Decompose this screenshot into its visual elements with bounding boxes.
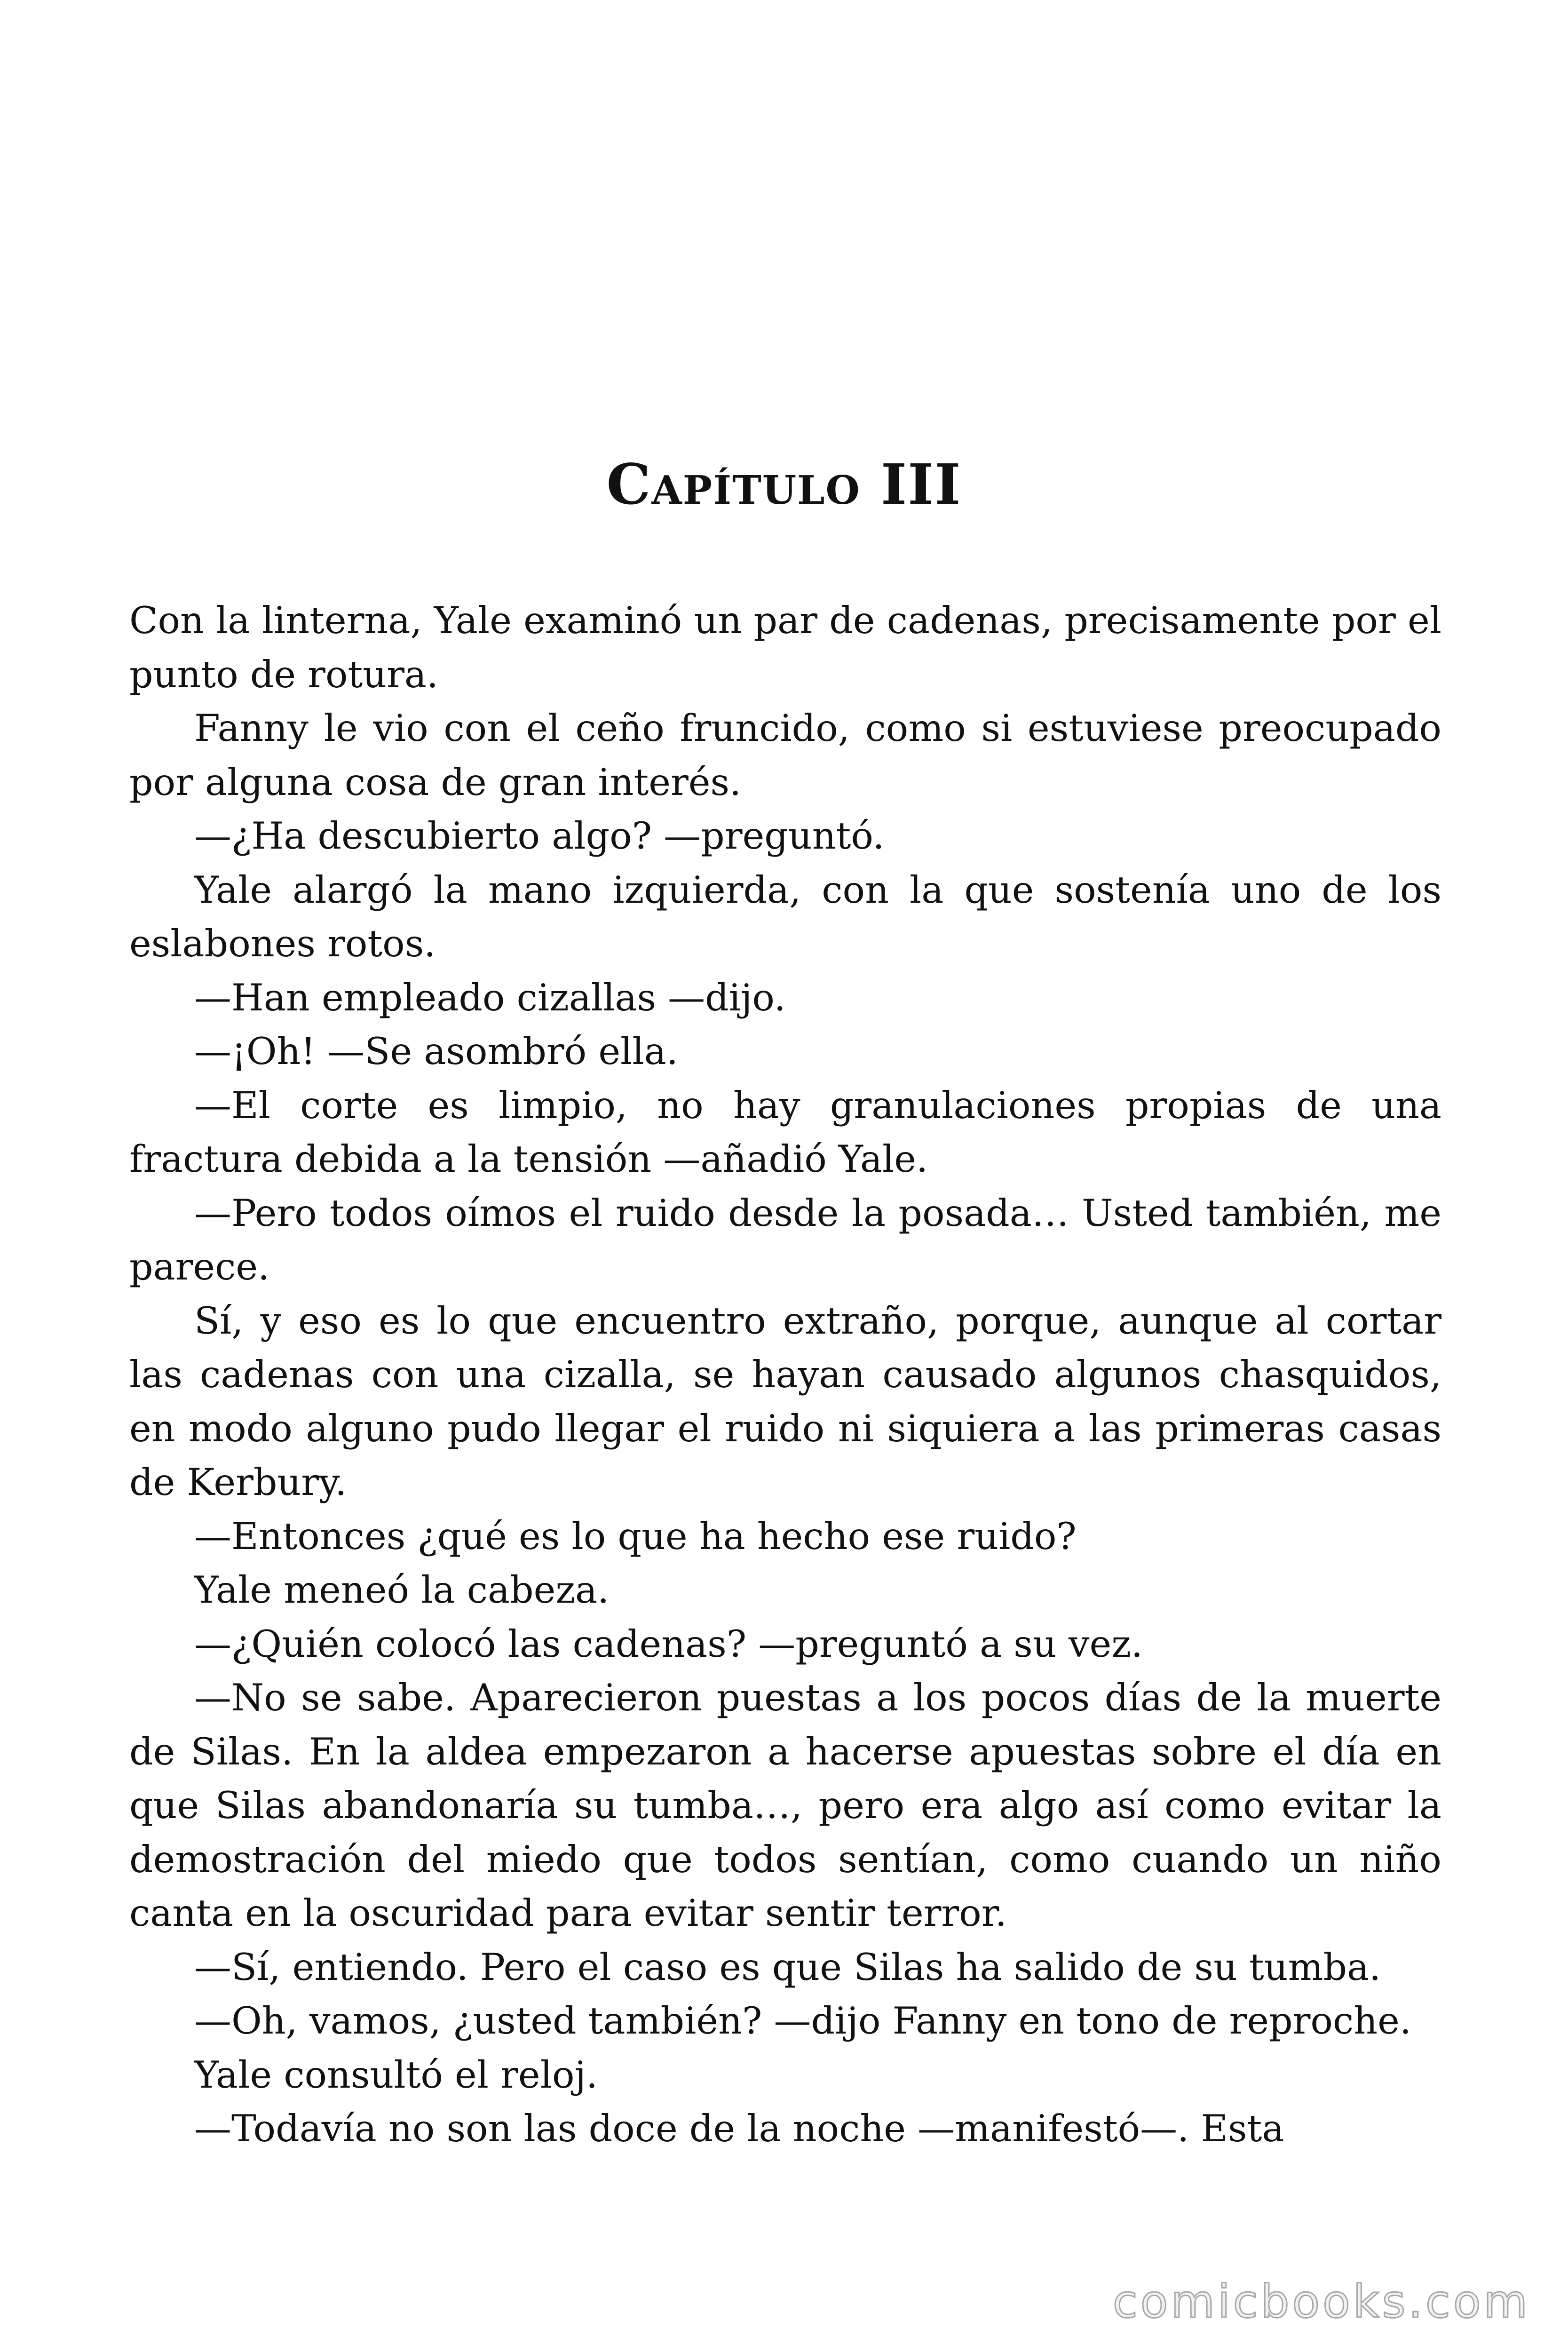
paragraph: —¿Ha descubierto algo? —preguntó.: [194, 814, 885, 858]
paragraph: Sí, y eso es lo que encuentro extraño, porque, aunque al cortar las cadenas con una cizalla, se hayan causado algunos chasquidos, en modo alguno pudo llegar el ruido ni siquiera a las primeras casas de Kerbury.: [129, 1299, 1441, 1504]
watermark: comicbooks.com: [1112, 2275, 1530, 2328]
paragraph: —Sí, entiendo. Pero el caso es que Silas ha salido de su tumba.: [194, 1945, 1381, 1989]
paragraph: —Entonces ¿qué es lo que ha hecho ese ruido?: [194, 1514, 1077, 1558]
paragraph: —¿Quién colocó las cadenas? —preguntó a su vez.: [194, 1622, 1143, 1666]
paragraph: Yale consultó el reloj.: [194, 2053, 598, 2097]
paragraph: —No se sabe. Aparecieron puestas a los pocos días de la muerte de Silas. En la aldea empezaron a hacerse apuestas sobre el día en que Silas abandonaría su tumba…, pero era algo así como evitar la demostración del miedo que todos sentían, como cuando un niño canta en la oscuridad para evitar sentir terror.: [129, 1676, 1441, 1935]
paragraph: Con la linterna, Yale examinó un par de cadenas, precisamente por el punto de rotura.: [129, 599, 1441, 696]
paragraph: —El corte es limpio, no hay granulaciones propias de una fractura debida a la tensión —añadió Yale.: [129, 1083, 1441, 1181]
paragraph: —Todavía no son las doce de la noche —manifestó—. Esta: [194, 2107, 1284, 2150]
paragraph: —Pero todos oímos el ruido desde la posada… Usted también, me parece.: [129, 1191, 1441, 1288]
paragraph: Fanny le vio con el ceño fruncido, como si estuviese preocupado por alguna cosa de gran interés.: [129, 707, 1441, 804]
paragraph: Yale alargó la mano izquierda, con la que sostenía uno de los eslabones rotos.: [129, 868, 1441, 965]
paragraph: —Han empleado cizallas —dijo.: [194, 976, 786, 1019]
paragraph: —Oh, vamos, ¿usted también? —dijo Fanny en tono de reproche.: [194, 1999, 1411, 2042]
paragraph: Yale meneó la cabeza.: [194, 1568, 610, 1612]
chapter-title: Capítulo III: [606, 452, 962, 517]
chapter-body: [129, 594, 1441, 2156]
paragraph: —¡Oh! —Se asombró ella.: [194, 1030, 678, 1073]
